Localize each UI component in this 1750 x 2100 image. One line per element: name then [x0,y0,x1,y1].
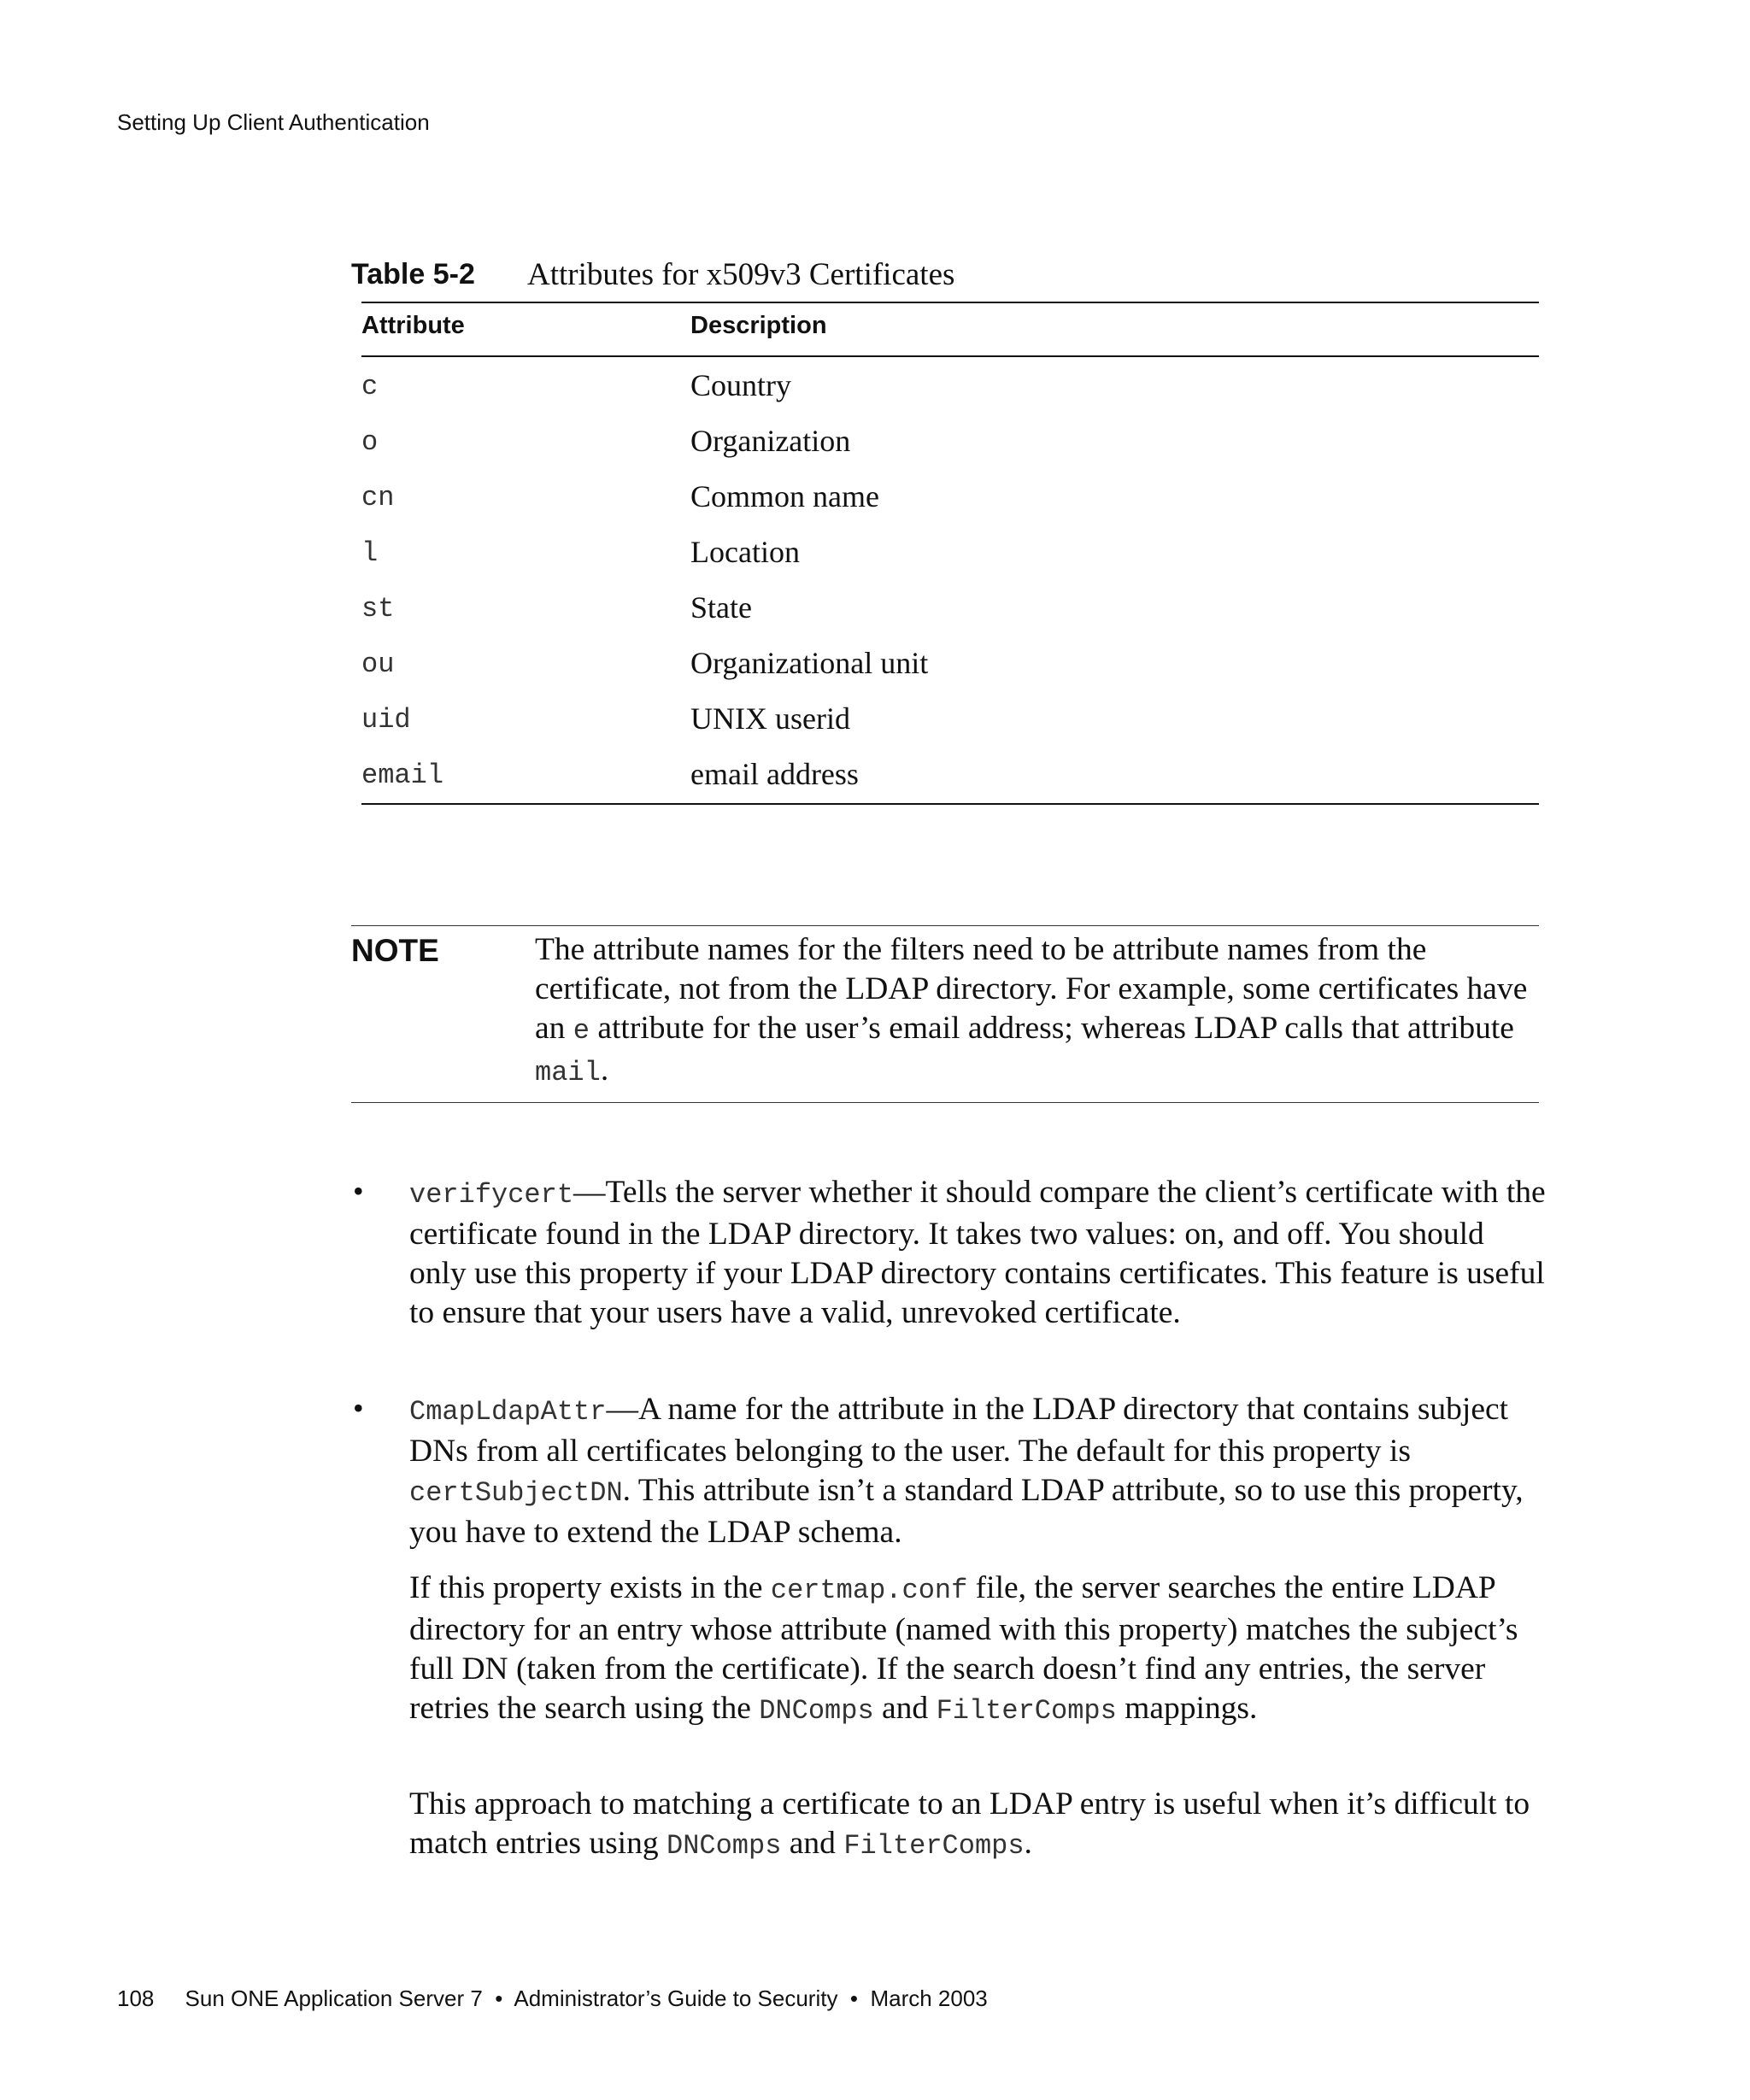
code-dncomps: DNComps [666,1830,782,1862]
paragraph-text: and [873,1691,937,1726]
table-row [361,524,1539,579]
attribute-cell: l [361,537,379,569]
table-row [361,579,1539,635]
note-code-mail: mail [535,1057,601,1088]
paragraph-text: . [1024,1826,1032,1861]
paragraph-text: If this property exists in the [409,1570,771,1605]
note-text [535,930,1535,1093]
bullet-verifycert [409,1173,1546,1333]
table-row [361,746,1539,801]
code-certmap-conf: certmap.conf [770,1575,968,1606]
column-header-description: Description [690,312,827,339]
bullet-dot: • [353,1391,364,1425]
paragraph-text: mappings. [1116,1691,1258,1726]
description-cell: Common name [690,479,879,513]
paragraph-approach [409,1785,1546,1866]
code-verifycert: verifycert [409,1179,574,1211]
note-text-part: . [600,1053,609,1088]
attribute-cell: c [361,371,379,402]
description-cell: Location [690,535,800,569]
bullet-text: —A name for the attribute in the LDAP directory that contains subject DNs from all certificates belonging to the user. The default for this property is [409,1392,1509,1469]
table-header-row [361,303,1539,357]
paragraph-certmap [409,1569,1546,1731]
table-row [361,413,1539,468]
note-text-part: The attribute names for the filters need to be attribute names from the certificate, not from the LDAP directory. For example, some certificates have an [535,932,1528,1046]
description-cell: UNIX userid [690,701,850,736]
bullet-dot: • [353,1174,364,1208]
note-text-part: attribute for the user’s email address; whereas LDAP calls that attribute [589,1011,1514,1046]
paragraph-text: file, the server searches the entire LDAP directory for an entry whose attribute (named with this property) matches the subject’s full DN (taken from the certificate). If the search doesn’t find any entries, the server retries the search using the [409,1570,1518,1726]
attribute-cell: st [361,593,395,625]
page-footer [117,1986,988,2012]
note-label: NOTE [351,933,439,968]
bullet-text: . This attribute isn’t a standard LDAP attribute, so to use this property, you have to extend the LDAP schema. [409,1473,1524,1550]
table-row [361,635,1539,690]
description-cell: Organization [690,424,851,458]
code-filtercomps: FilterComps [936,1695,1117,1727]
paragraph-text: and [781,1826,844,1861]
paragraph-text: This approach to matching a certificate to an LDAP entry is useful when it’s difficult to match entries using [409,1786,1530,1861]
table-caption [351,256,1539,299]
description-cell: Organizational unit [690,646,929,680]
attribute-cell: o [361,426,379,458]
code-dncomps: DNComps [759,1695,874,1727]
attribute-cell: cn [361,482,395,513]
attributes-table [361,302,1539,805]
table-title: Attributes for x509v3 Certificates [527,257,955,292]
description-cell: State [690,590,752,625]
code-filtercomps: FilterComps [843,1830,1025,1862]
attribute-cell: uid [361,704,411,736]
description-cell: email address [690,757,859,791]
page-number: 108 [117,1986,155,2011]
bullet-text: —Tells the server whether it should compare the client’s certificate with the certificate found in the LDAP directory. It takes two values: on, and off. You should only use this property if your LDAP directory contains certificates. This feature is useful to ensure that your users have a valid, unrevoked certificate. [409,1175,1546,1330]
note-block [351,925,1539,1103]
table-row [361,468,1539,524]
code-cmapldapattr: CmapLdapAttr [409,1396,607,1428]
bullet-cmapldapattr [409,1390,1546,1552]
running-header: Setting Up Client Authentication [117,109,430,135]
attribute-cell: email [361,760,444,791]
footer-text: Sun ONE Application Server 7 • Administrator’s Guide to Security • March 2003 [185,1986,988,2011]
table-row [361,690,1539,746]
table-row [361,357,1539,413]
table-label: Table 5-2 [351,258,475,290]
column-header-attribute: Attribute [361,312,465,339]
note-code-e: e [573,1015,590,1047]
description-cell: Country [690,368,792,402]
attribute-cell: ou [361,648,395,680]
table-bottom-rule [361,803,1539,805]
code-certsubjectdn: certSubjectDN [409,1477,623,1509]
